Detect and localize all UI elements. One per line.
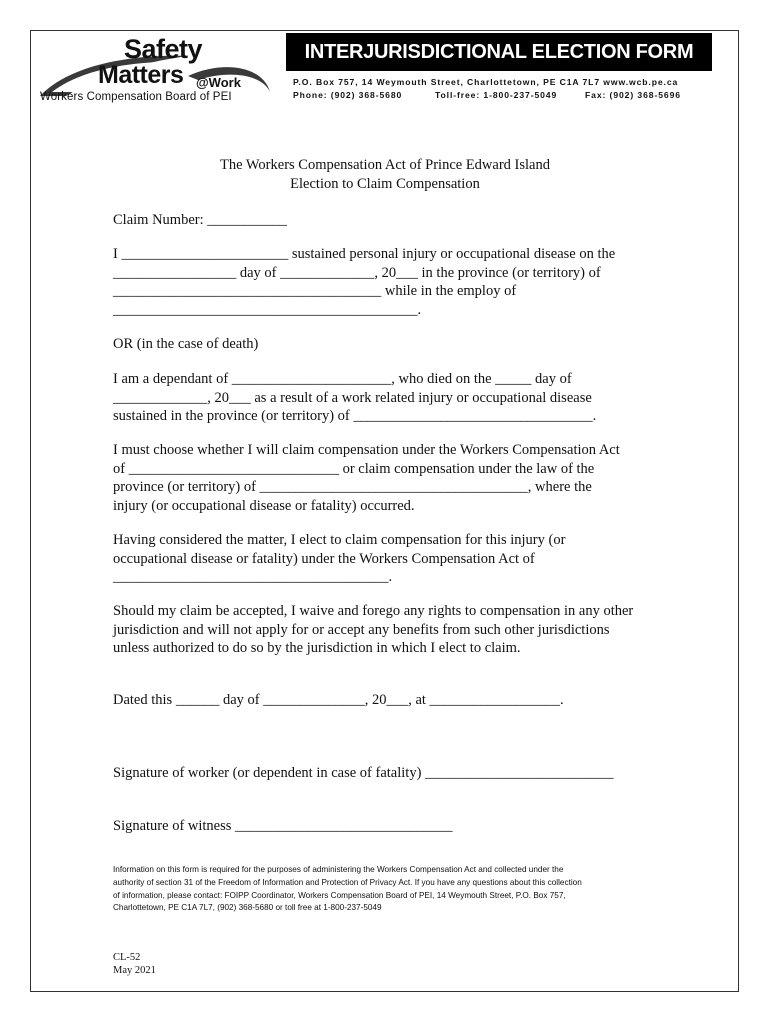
form-date: May 2021 (113, 965, 156, 976)
logo-work: @Work (196, 75, 241, 90)
signature-worker-field[interactable]: Signature of worker (or dependent in case of fatality) __________________________ (113, 765, 614, 781)
dated-field[interactable]: Dated this ______ day of ______________, 20___, at __________________. (113, 692, 564, 708)
dependant-statement[interactable]: I am a dependant of ______________________, who died on the _____ day of _____________, 20___ as a result of a work related injury or occupational disease sustained in the province (or territory) of _________________________________. (113, 371, 597, 424)
waiver-statement: Should my claim be accepted, I waive and forego any rights to compensation in any other jurisdiction and will not apply for or accept any benefits from such other jurisdictions unless authorized to do so by the jurisdiction in which I elect to claim. (113, 603, 634, 656)
tollfree-text: Toll-free: 1-800-237-5049 (435, 90, 558, 100)
form-title: INTERJURISDICTIONAL ELECTION FORM (286, 33, 712, 71)
claim-number-field[interactable]: Claim Number: ___________ (113, 212, 287, 228)
contact-line (293, 90, 681, 100)
logo-subtitle: Workers Compensation Board of PEI (40, 91, 232, 103)
address-line: P.O. Box 757, 14 Weymouth Street, Charlottetown, PE C1A 7L7 www.wcb.pe.ca (293, 77, 679, 87)
election-statement[interactable]: Having considered the matter, I elect to claim compensation for this injury (or occupational disease or fatality) under the Workers Compensation Act of ______________________________________. (113, 532, 566, 585)
form-code: CL-52 (113, 952, 141, 963)
injury-statement[interactable]: I _______________________ sustained personal injury or occupational disease on the _________________ day of _____________, 20___ in the province (or territory) of _____________________________________ while in the employ of __________________________________________. (113, 246, 616, 318)
choice-statement[interactable]: I must choose whether I will claim compensation under the Workers Compensation Act of _____________________________ or claim compensation under the law of the province (or territory) of _____________________________________, where the injury (or occupational disease or fatality) occurred. (113, 442, 620, 514)
act-heading: The Workers Compensation Act of Prince Edward Island (220, 157, 550, 173)
phone-text: Phone: (902) 368-5680 (293, 90, 403, 100)
or-death-text: OR (in the case of death) (113, 336, 259, 352)
privacy-note: Information on this form is required for the purposes of administering the Workers Compensation Act and collected under the authority of section 31 of the Freedom of Information and Protection of Privacy Act. If you have any questions about this collection of information, please contact: FOIPP Coordinator, Workers Compensation Board of PEI, 14 Weymouth Street, P.O. Box 757, Charlottetown, PE C1A 7L7, (902) 368-5680 or toll free at 1-800-237-5049 (113, 865, 582, 913)
logo-line2: Matters (98, 61, 184, 89)
logo-line1: Safety (124, 36, 203, 64)
fax-text: Fax: (902) 368-5696 (585, 90, 681, 100)
election-heading: Election to Claim Compensation (290, 176, 480, 192)
signature-witness-field[interactable]: Signature of witness ______________________________ (113, 818, 453, 834)
